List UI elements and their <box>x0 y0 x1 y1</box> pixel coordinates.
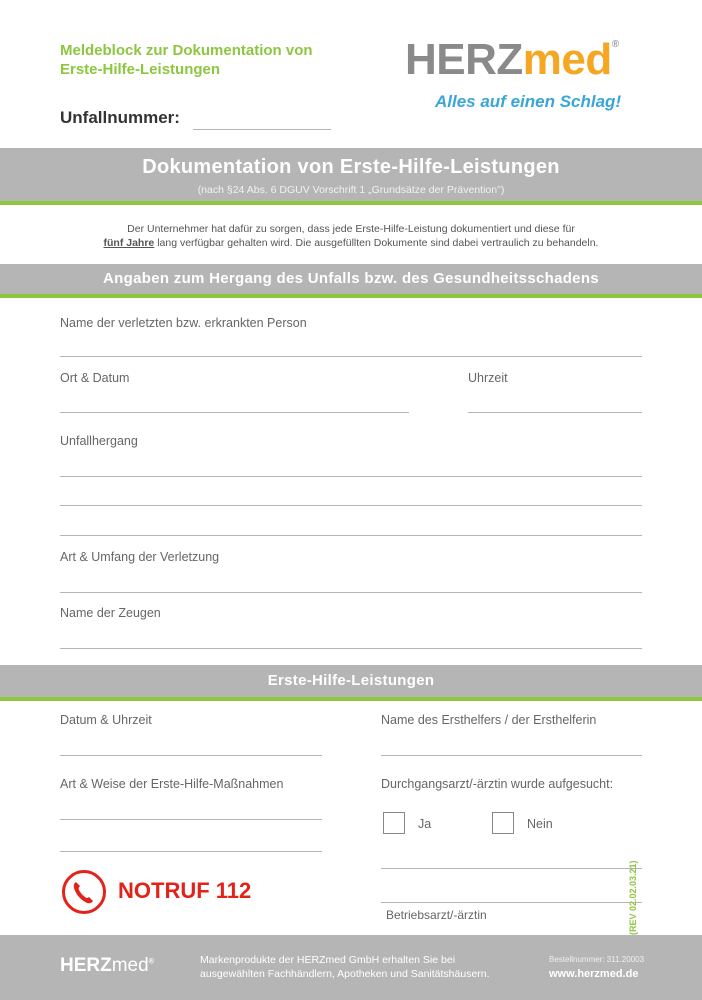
place-date-label: Ort & Datum <box>60 371 130 385</box>
document-subtitle: (nach §24 Abs. 6 DGUV Vorschrift 1 „Grundsätze der Prävention") <box>197 184 505 196</box>
section-accident-title: Angaben zum Hergang des Unfalls bzw. des Gesundheitsschadens <box>103 270 599 287</box>
footer-website[interactable]: www.herzmed.de <box>549 968 639 980</box>
footer-logo <box>60 956 154 975</box>
accident-course-field-1[interactable] <box>60 476 642 477</box>
intro-line2-rest: lang verfügbar gehalten wird. Die ausgefüllten Dokumente sind dabei vertraulich zu behandeln. <box>154 237 599 249</box>
footer-text-line1: Markenprodukte der HERZmed GmbH erhalten Sie bei <box>200 954 456 966</box>
accident-number-label: Unfallnummer: <box>60 108 180 127</box>
yes-label: Ja <box>418 817 432 831</box>
witness-field[interactable] <box>60 648 642 649</box>
footer-logo-herz: HERZ <box>60 955 112 976</box>
yes-checkbox[interactable] <box>383 812 405 834</box>
block-title-line1: Meldeblock zur Dokumentation von <box>60 42 313 59</box>
logo-registered: ® <box>611 39 619 50</box>
injured-name-field[interactable] <box>60 356 642 357</box>
accident-course-field-2[interactable] <box>60 505 642 506</box>
footer-logo-med: med <box>111 955 149 976</box>
accident-number-field[interactable] <box>193 129 331 130</box>
logo-med: med <box>522 35 612 84</box>
no-checkbox[interactable] <box>492 812 514 834</box>
herzmed-logo <box>405 35 619 84</box>
order-number: Bestellnummer: 311.20003 <box>549 955 645 964</box>
first-aid-datetime-field[interactable] <box>60 755 322 756</box>
accident-course-label: Unfallhergang <box>60 434 138 448</box>
measures-field-1[interactable] <box>60 819 322 820</box>
time-field[interactable] <box>468 412 642 413</box>
intro-line2 <box>0 237 702 249</box>
no-label: Nein <box>527 817 553 831</box>
revision-code: (REV 02.02.03.21) <box>628 860 638 935</box>
injury-label: Art & Umfang der Verletzung <box>60 550 220 564</box>
time-label: Uhrzeit <box>468 371 508 385</box>
injury-field[interactable] <box>60 592 642 593</box>
section-accident-stripe <box>0 294 702 298</box>
emergency-label: NOTRUF 112 <box>118 878 252 903</box>
company-doctor-label: Betriebsarzt/-ärztin <box>386 908 487 922</box>
title-band-stripe <box>0 201 702 205</box>
first-aider-name-field[interactable] <box>381 755 642 756</box>
intro-line1: Der Unternehmer hat dafür zu sorgen, dass jede Erste-Hilfe-Leistung dokumentiert und diese für <box>127 223 575 235</box>
footer-logo-registered: ® <box>148 958 154 966</box>
measures-field-2[interactable] <box>60 851 322 852</box>
intro-emphasis: fünf Jahre <box>103 237 155 249</box>
document-title: Dokumentation von Erste-Hilfe-Leistungen <box>142 156 560 178</box>
first-aid-datetime-label: Datum & Uhrzeit <box>60 713 152 727</box>
doctor-field-2[interactable] <box>381 902 642 903</box>
doctor-visited-label: Durchgangsarzt/-ärztin wurde aufgesucht: <box>381 777 614 791</box>
accident-course-field-3[interactable] <box>60 535 642 536</box>
emergency-phone-icon <box>61 869 107 915</box>
slogan: Alles auf einen Schlag! <box>435 92 622 111</box>
doctor-field-1[interactable] <box>381 868 642 869</box>
section-first-aid-stripe <box>0 697 702 701</box>
injured-name-label: Name der verletzten bzw. erkrankten Person <box>60 316 307 330</box>
first-aider-name-label: Name des Ersthelfers / der Ersthelferin <box>381 713 597 727</box>
place-date-field[interactable] <box>60 412 409 413</box>
footer-text-line2: ausgewählten Fachhändlern, Apotheken und Sanitätshäusern. <box>200 968 490 980</box>
witness-label: Name der Zeugen <box>60 606 161 620</box>
logo-herz: HERZ <box>405 35 523 84</box>
block-title-line2: Erste-Hilfe-Leistungen <box>60 61 221 78</box>
section-first-aid-title: Erste-Hilfe-Leistungen <box>267 672 435 689</box>
measures-label: Art & Weise der Erste-Hilfe-Maßnahmen <box>60 777 284 791</box>
